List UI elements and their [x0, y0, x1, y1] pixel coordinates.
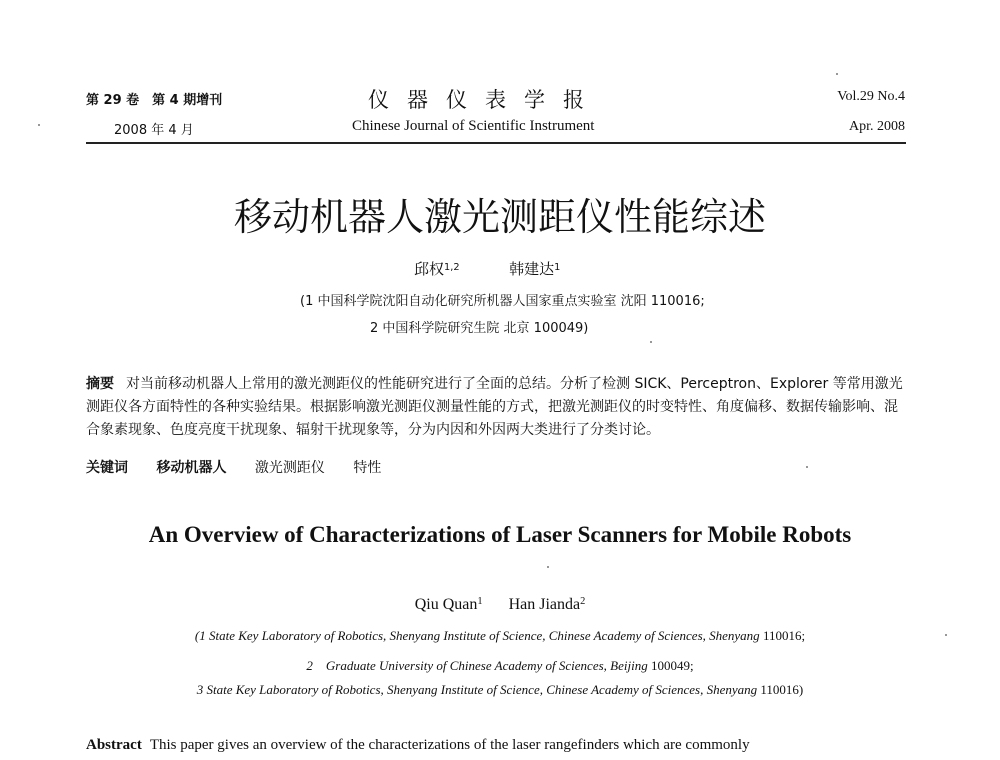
scan-speck	[547, 566, 549, 568]
abstract-cn-label: 摘要	[86, 376, 114, 392]
author-name: 韩建达	[509, 260, 555, 278]
affiliation-en-num: 110016)	[760, 682, 804, 697]
author-sup: 1	[554, 261, 561, 273]
scan-speck	[38, 124, 40, 126]
author-sup: 2	[580, 596, 586, 608]
affiliation-en-text: (1 State Key Laboratory of Robotics, Shenyang Institute of Science, Chinese Academy of Sciences, Shenyang	[194, 628, 763, 643]
abstract-cn	[86, 373, 906, 442]
authors-cn	[414, 258, 560, 279]
issue-date-cn: 2008 年 4 月	[114, 123, 194, 138]
abstract-en-text: This paper gives an overview of the characterizations of the laser rangefinders which are commonly	[149, 737, 750, 753]
keywords-cn	[86, 457, 381, 477]
affiliation-en-num: 100049;	[650, 658, 694, 673]
keywords-cn-label: 关键词	[86, 460, 128, 476]
author-name: Qiu Quan	[414, 596, 478, 613]
journal-title-cn: 仪器仪表学报	[368, 88, 602, 112]
authors-en	[0, 596, 1000, 614]
abstract-en-label: Abstract	[86, 737, 142, 753]
author-name: 邱权	[414, 260, 445, 278]
author-name: Han Jianda	[508, 596, 581, 613]
volume-issue: 第 29 卷 第 4 期增刊	[86, 93, 223, 108]
scan-speck	[945, 634, 947, 636]
affiliation-en-3	[0, 682, 1000, 698]
author-sup: 1	[477, 596, 483, 608]
scan-speck	[836, 73, 838, 75]
abstract-en	[86, 737, 750, 754]
affiliation-en-text: 3 State Key Laboratory of Robotics, Shenyang Institute of Science, Chinese Academy of Sciences, Shenyang	[196, 682, 761, 697]
affiliation-en-text: 2 Graduate University of Chinese Academy of Sciences, Beijing	[306, 658, 651, 673]
header-rule	[86, 142, 906, 144]
keyword: 特性	[353, 460, 382, 476]
author-sup: 1,2	[444, 261, 460, 273]
scan-speck	[806, 466, 808, 468]
journal-title-en: Chinese Journal of Scientific Instrument	[352, 118, 595, 134]
affiliation-en-1	[0, 628, 1000, 644]
scan-speck	[650, 341, 652, 343]
volume-issue-en: Vol.29 No.4	[837, 89, 905, 104]
paper-title-en: An Overview of Characterizations of Laser Scanners for Mobile Robots	[148, 522, 852, 547]
affiliation-cn-2: 2 中国科学院研究生院 北京 100049)	[370, 321, 589, 336]
affiliation-en-num: 110016;	[762, 628, 806, 643]
paper-title-cn: 移动机器人激光测距仪性能综述	[233, 195, 766, 239]
affiliation-cn-1: (1 中国科学院沈阳自动化研究所机器人国家重点实验室 沈阳 110016;	[300, 294, 705, 309]
abstract-cn-text: 对当前移动机器人上常用的激光测距仪的性能研究进行了全面的总结。分析了检测 SICK、Perceptron、Explorer 等常用激光测距仪各方面特性的各种实验结果。根据影响激光测距仪测量性能的方式，把激光测距仪的时变特性、角度偏移、数据传输影响、混合象素现象、色度亮度干扰现象、辐射干扰现象等，分为内因和外因两大类进行了分类讨论。	[86, 376, 903, 438]
issue-date-en: Apr. 2008	[849, 119, 905, 134]
keyword: 移动机器人	[156, 460, 227, 476]
affiliation-en-2	[0, 655, 1000, 674]
keyword: 激光测距仪	[254, 460, 325, 476]
